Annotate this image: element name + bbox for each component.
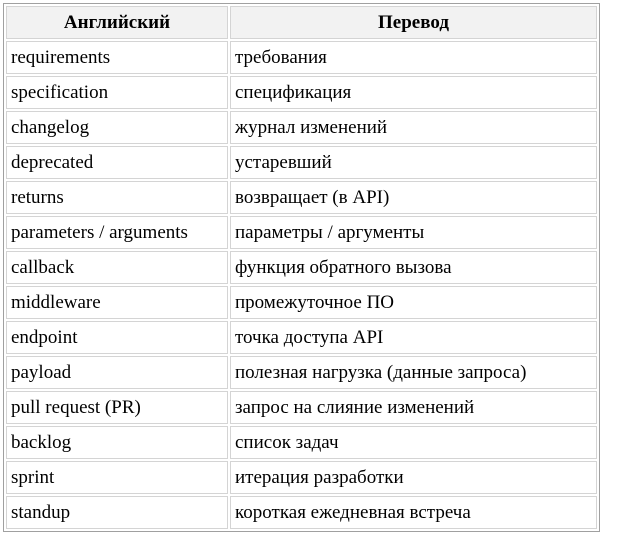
table-body <box>6 41 597 529</box>
translation-cell: точка доступа API <box>230 321 597 354</box>
english-term-cell: sprint <box>6 461 228 494</box>
english-term-cell: endpoint <box>6 321 228 354</box>
translation-cell: запрос на слияние изменений <box>230 391 597 424</box>
english-term-cell: parameters / arguments <box>6 216 228 249</box>
translation-cell: итерация разработки <box>230 461 597 494</box>
table-row <box>6 41 597 74</box>
translation-cell: спецификация <box>230 76 597 109</box>
translation-cell: требования <box>230 41 597 74</box>
table-row <box>6 111 597 144</box>
column-header-translation: Перевод <box>230 6 597 39</box>
english-term-cell: backlog <box>6 426 228 459</box>
table-row <box>6 356 597 389</box>
translation-cell: возвращает (в API) <box>230 181 597 214</box>
translation-cell: список задач <box>230 426 597 459</box>
translation-cell: промежуточное ПО <box>230 286 597 319</box>
table-row <box>6 286 597 319</box>
table-row <box>6 181 597 214</box>
translation-cell: функция обратного вызова <box>230 251 597 284</box>
english-term-cell: returns <box>6 181 228 214</box>
glossary-table-container <box>3 3 600 532</box>
table-row <box>6 146 597 179</box>
english-term-cell: deprecated <box>6 146 228 179</box>
glossary-table <box>3 3 600 532</box>
english-term-cell: middleware <box>6 286 228 319</box>
header-row <box>6 6 597 39</box>
translation-cell: короткая ежедневная встреча <box>230 496 597 529</box>
translation-cell: устаревший <box>230 146 597 179</box>
table-header <box>6 6 597 39</box>
table-row <box>6 391 597 424</box>
english-term-cell: payload <box>6 356 228 389</box>
table-row <box>6 321 597 354</box>
translation-cell: параметры / аргументы <box>230 216 597 249</box>
english-term-cell: specification <box>6 76 228 109</box>
english-term-cell: callback <box>6 251 228 284</box>
table-row <box>6 251 597 284</box>
column-header-english: Английский <box>6 6 228 39</box>
table-row <box>6 216 597 249</box>
english-term-cell: standup <box>6 496 228 529</box>
table-row <box>6 426 597 459</box>
english-term-cell: requirements <box>6 41 228 74</box>
translation-cell: полезная нагрузка (данные запроса) <box>230 356 597 389</box>
english-term-cell: changelog <box>6 111 228 144</box>
translation-cell: журнал изменений <box>230 111 597 144</box>
english-term-cell: pull request (PR) <box>6 391 228 424</box>
table-row <box>6 76 597 109</box>
table-row <box>6 496 597 529</box>
table-row <box>6 461 597 494</box>
